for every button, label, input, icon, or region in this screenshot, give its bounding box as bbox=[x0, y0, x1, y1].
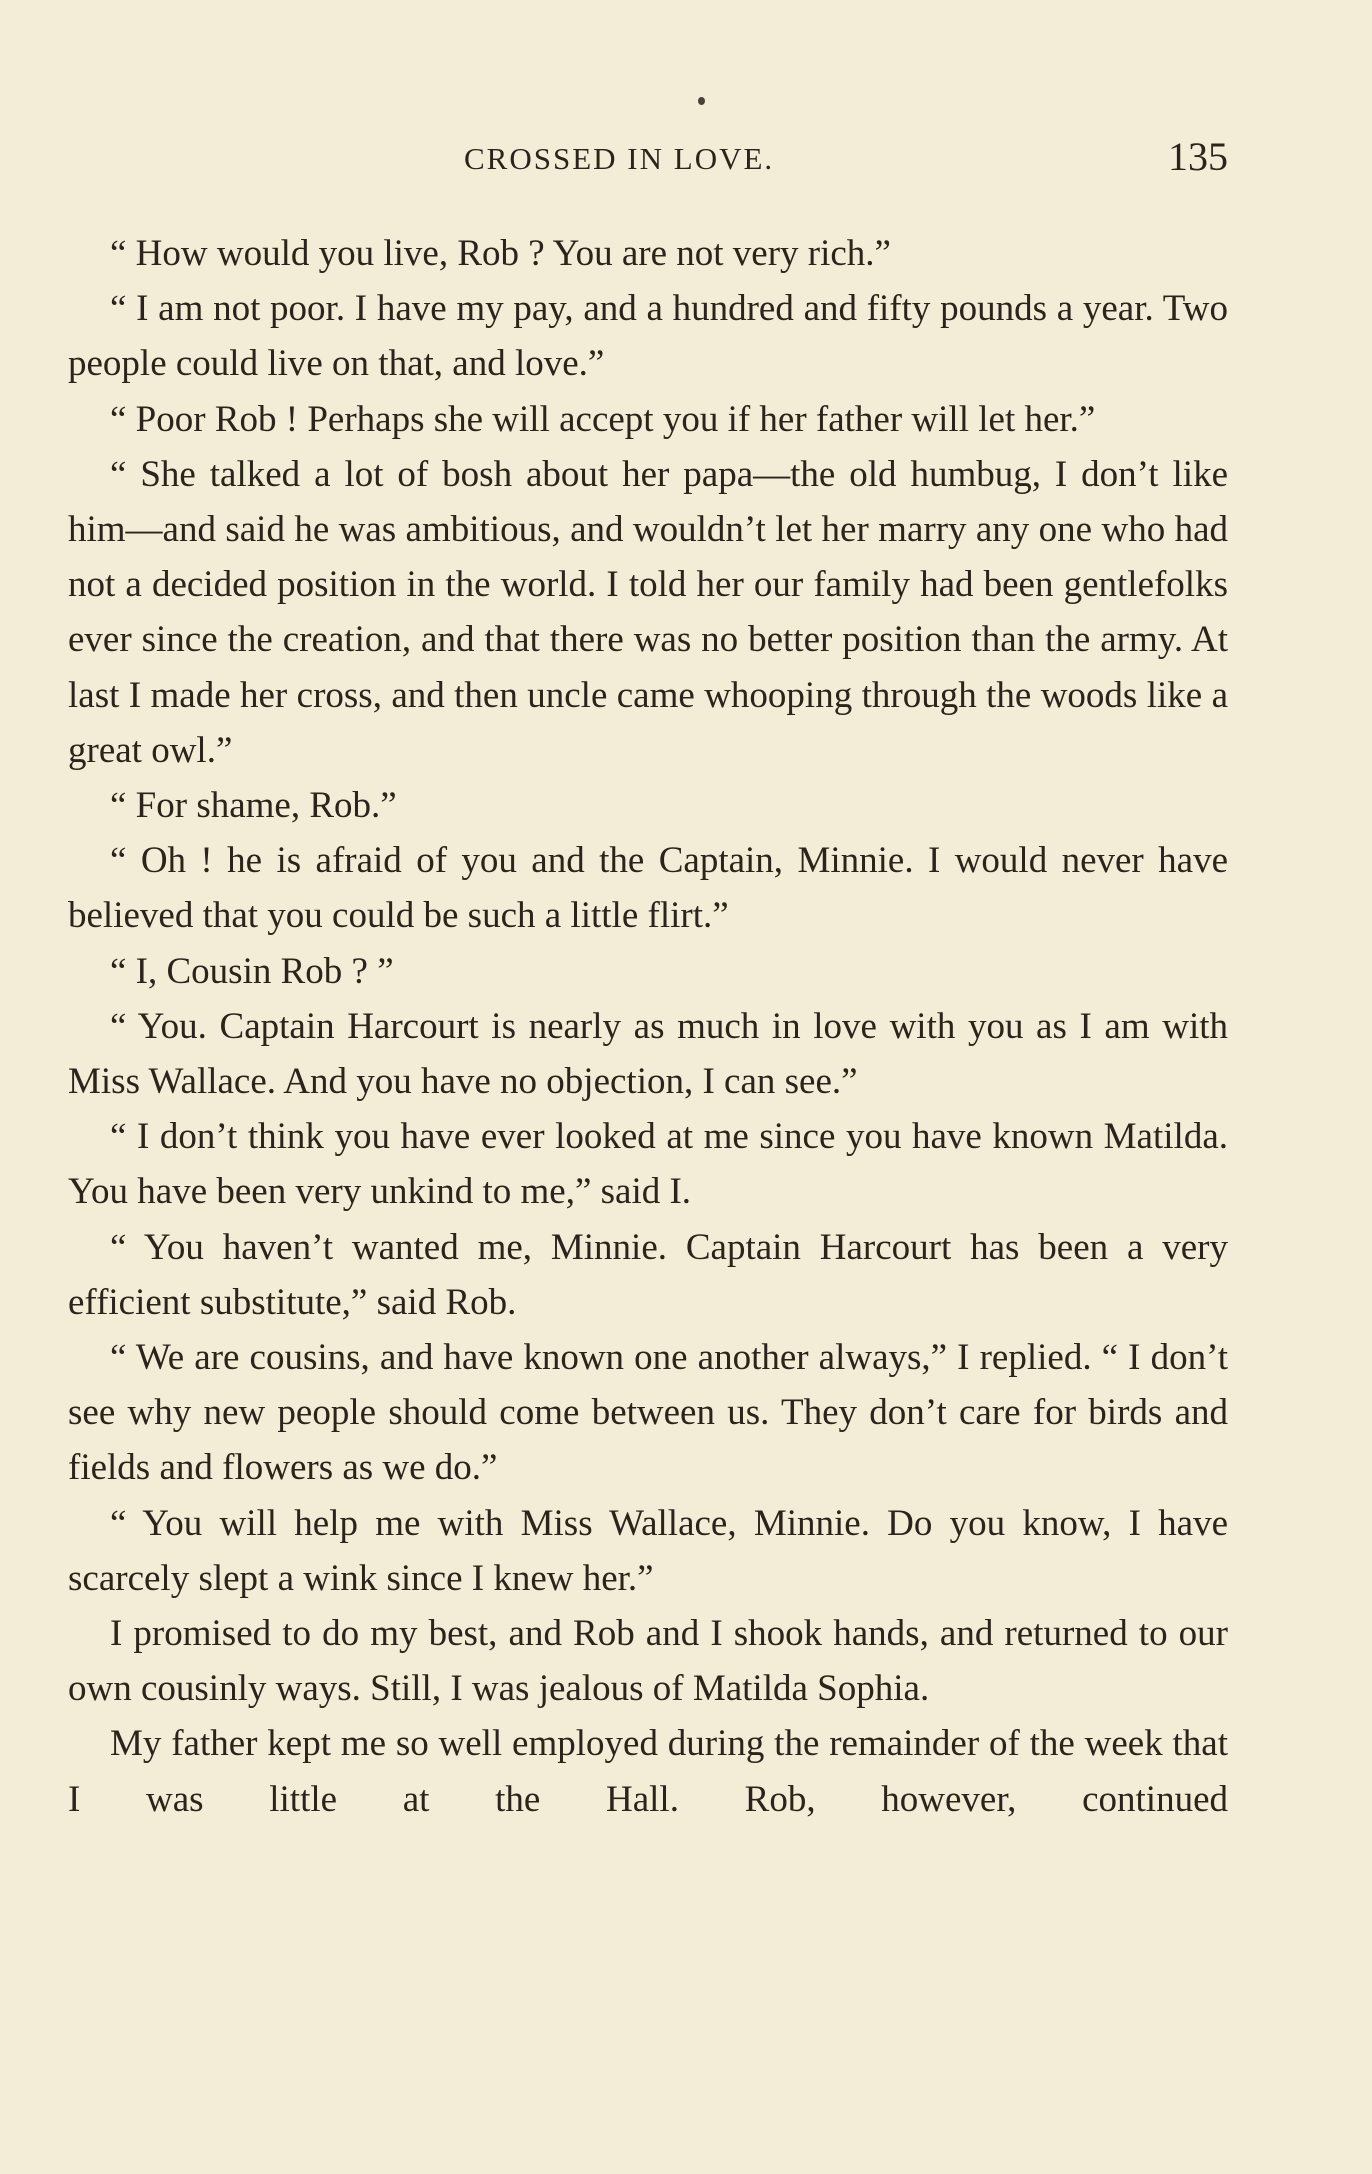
paragraph: My father kept me so well employed during the remainder of the week that I was little at the Hall. Rob, however, continued bbox=[68, 1723, 1228, 1820]
running-header bbox=[68, 133, 1228, 183]
paragraph: “ Oh ! he is afraid of you and the Captain, Minnie. I would never have believed that you could be such a little flirt.” bbox=[68, 840, 1228, 937]
paragraph: “ She talked a lot of bosh about her papa—the old humbug, I don’t like him—and said he was ambitious, and wouldn’t let her marry any one who had not a decided position in the world. I told her our family had been gentlefolks ever since the creation, and that there was no better position than the army. At last I made her cross, and then uncle came whooping through the woods like a great owl.” bbox=[68, 453, 1228, 771]
running-title: CROSSED IN LOVE. bbox=[464, 141, 775, 176]
paragraph: “ How would you live, Rob ? You are not very rich.” bbox=[110, 233, 891, 274]
page-number: 135 bbox=[1168, 134, 1228, 179]
ink-speck bbox=[698, 97, 705, 105]
paragraph: “ Poor Rob ! Perhaps she will accept you if her father will let her.” bbox=[110, 398, 1096, 440]
paragraph: “ I, Cousin Rob ? ” bbox=[110, 950, 394, 992]
paragraph: “ You will help me with Miss Wallace, Minnie. Do you know, I have scarcely slept a wink since I knew her.” bbox=[68, 1502, 1228, 1599]
paragraph: “ For shame, Rob.” bbox=[110, 785, 397, 827]
paragraph: I promised to do my best, and Rob and I shook hands, and returned to our own cousinly ways. Still, I was jealous of Matilda Sophia. bbox=[68, 1613, 1228, 1710]
paragraph: “ You haven’t wanted me, Minnie. Captain Harcourt has been a very efficient substitute,” said Rob. bbox=[68, 1226, 1228, 1323]
body-text bbox=[68, 226, 1228, 1827]
paragraph: “ I am not poor. I have my pay, and a hundred and fifty pounds a year. Two people could live on that, and love.” bbox=[68, 288, 1228, 385]
paragraph: “ I don’t think you have ever looked at me since you have known Matilda. You have been very unkind to me,” said I. bbox=[68, 1116, 1228, 1213]
paragraph: “ We are cousins, and have known one another always,” I replied. “ I don’t see why new people should come between us. They don’t care for birds and fields and flowers as we do.” bbox=[68, 1337, 1228, 1489]
paragraph: “ You. Captain Harcourt is nearly as much in love with you as I am with Miss Wallace. And you have no objection, I can see.” bbox=[68, 1005, 1228, 1103]
